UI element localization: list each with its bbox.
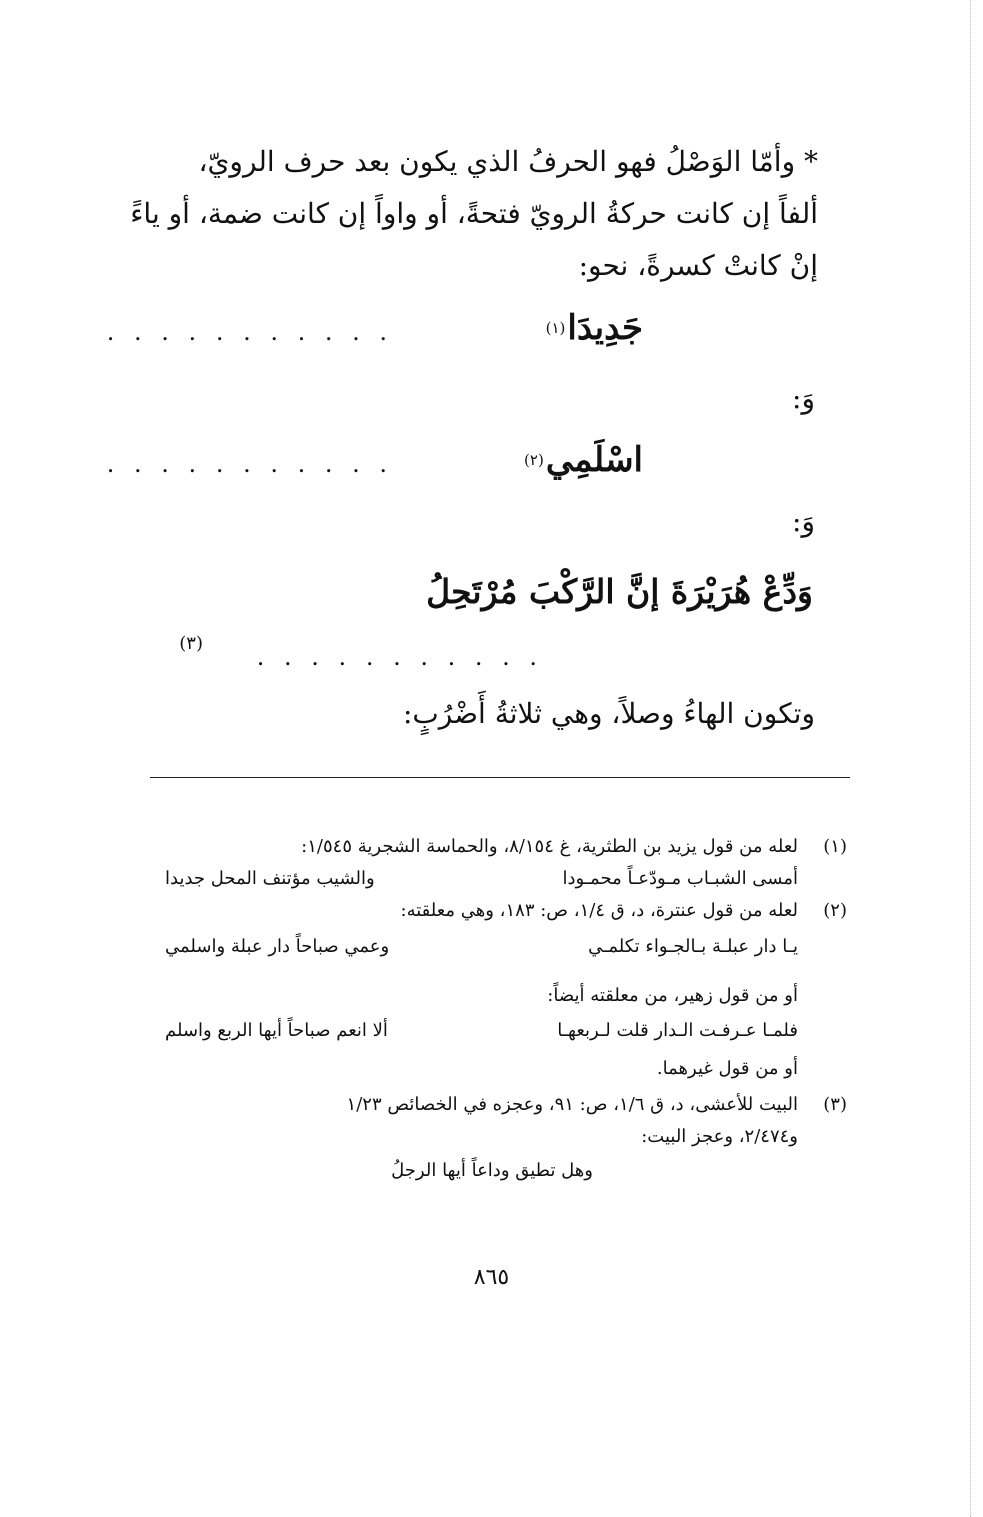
footnote-separator: [150, 777, 850, 778]
footnote-2-hemistich-d: ألا انعم صباحاً أيها الربع واسلم: [165, 1020, 388, 1041]
conjunction-1: وَ:: [792, 382, 815, 415]
verse-dots: . . . . . . . . . . .: [256, 643, 543, 671]
conjunction-2: وَ:: [792, 505, 815, 538]
example-1-word: جَدِيدَا: [567, 308, 643, 348]
example-2: [524, 440, 643, 480]
footnote-2-hemistich-c: فلمـا عـرفـت الـدار قلت لـربعهـا: [557, 1020, 798, 1041]
example-2-dots: . . . . . . . . . . .: [106, 450, 393, 478]
page-number: ٨٦٥: [473, 1265, 510, 1290]
paragraph-line-3: إنْ كانتْ كسرةً، نحو:: [578, 249, 818, 282]
example-1: [546, 308, 643, 348]
example-1-dots: . . . . . . . . . . .: [106, 318, 393, 346]
footnote-2-text: لعله من قول عنترة، د، ق ١/٤، ص: ١٨٣، وهي معلقته:: [400, 900, 798, 921]
footnote-2-alternative-1: أو من قول زهير، من معلقته أيضاً:: [547, 985, 798, 1006]
footnote-3-hemistich: وهل تطيق وداعاً أيها الرجلُ: [391, 1160, 593, 1181]
footnote-3-text-line-2: و٢/٤٧٤، وعجز البيت:: [641, 1126, 798, 1147]
verse-ref: (٣): [179, 633, 203, 654]
closing-line: وتكون الهاءُ وصلاً، وهي ثلاثةُ أَضْرُبٍ:: [403, 697, 815, 730]
example-1-ref: (١): [545, 318, 566, 337]
paragraph-line-1: * وأمّا الوَصْلُ فهو الحرفُ الذي يكون بعد حرف الرويّ،: [198, 145, 818, 178]
paragraph-line-2: ألفاً إن كانت حركةُ الرويّ فتحةً، أو واواً إن كانت ضمة، أو ياءً: [130, 197, 818, 230]
footnote-1-hemistich-a: أمسى الشبـاب مـودّعـاً محمـودا: [562, 868, 798, 889]
footnote-1-text: لعله من قول يزيد بن الطثرية، غ ٨/١٥٤، والحماسة الشجرية ١/٥٤٥:: [301, 836, 798, 857]
footnote-2-hemistich-b: وعمي صباحاً دار عبلة واسلمي: [165, 936, 390, 957]
footnote-2-alternative-2: أو من قول غيرهما.: [656, 1058, 798, 1079]
verse-line: وَدِّعْ هُرَيْرَةَ إنَّ الرَّكْبَ مُرْتَحِلُ: [426, 572, 813, 611]
footnote-2-number: (٢): [823, 900, 847, 921]
footnote-2-hemistich-a: يـا دار عبلـة بـالجـواء تكلمـي: [588, 936, 798, 957]
footnote-3-number: (٣): [823, 1094, 847, 1115]
footnote-1-number: (١): [823, 836, 847, 857]
footnote-3-text-line-1: البيت للأعشى، د، ق ١/٦، ص: ٩١، وعجزه في الخصائص ١/٢٣: [346, 1094, 798, 1115]
footnote-1-hemistich-b: والشيب مؤتنف المحل جديدا: [165, 868, 375, 889]
example-2-ref: (٢): [524, 450, 544, 469]
example-2-word: اسْلَمِي: [545, 440, 643, 480]
